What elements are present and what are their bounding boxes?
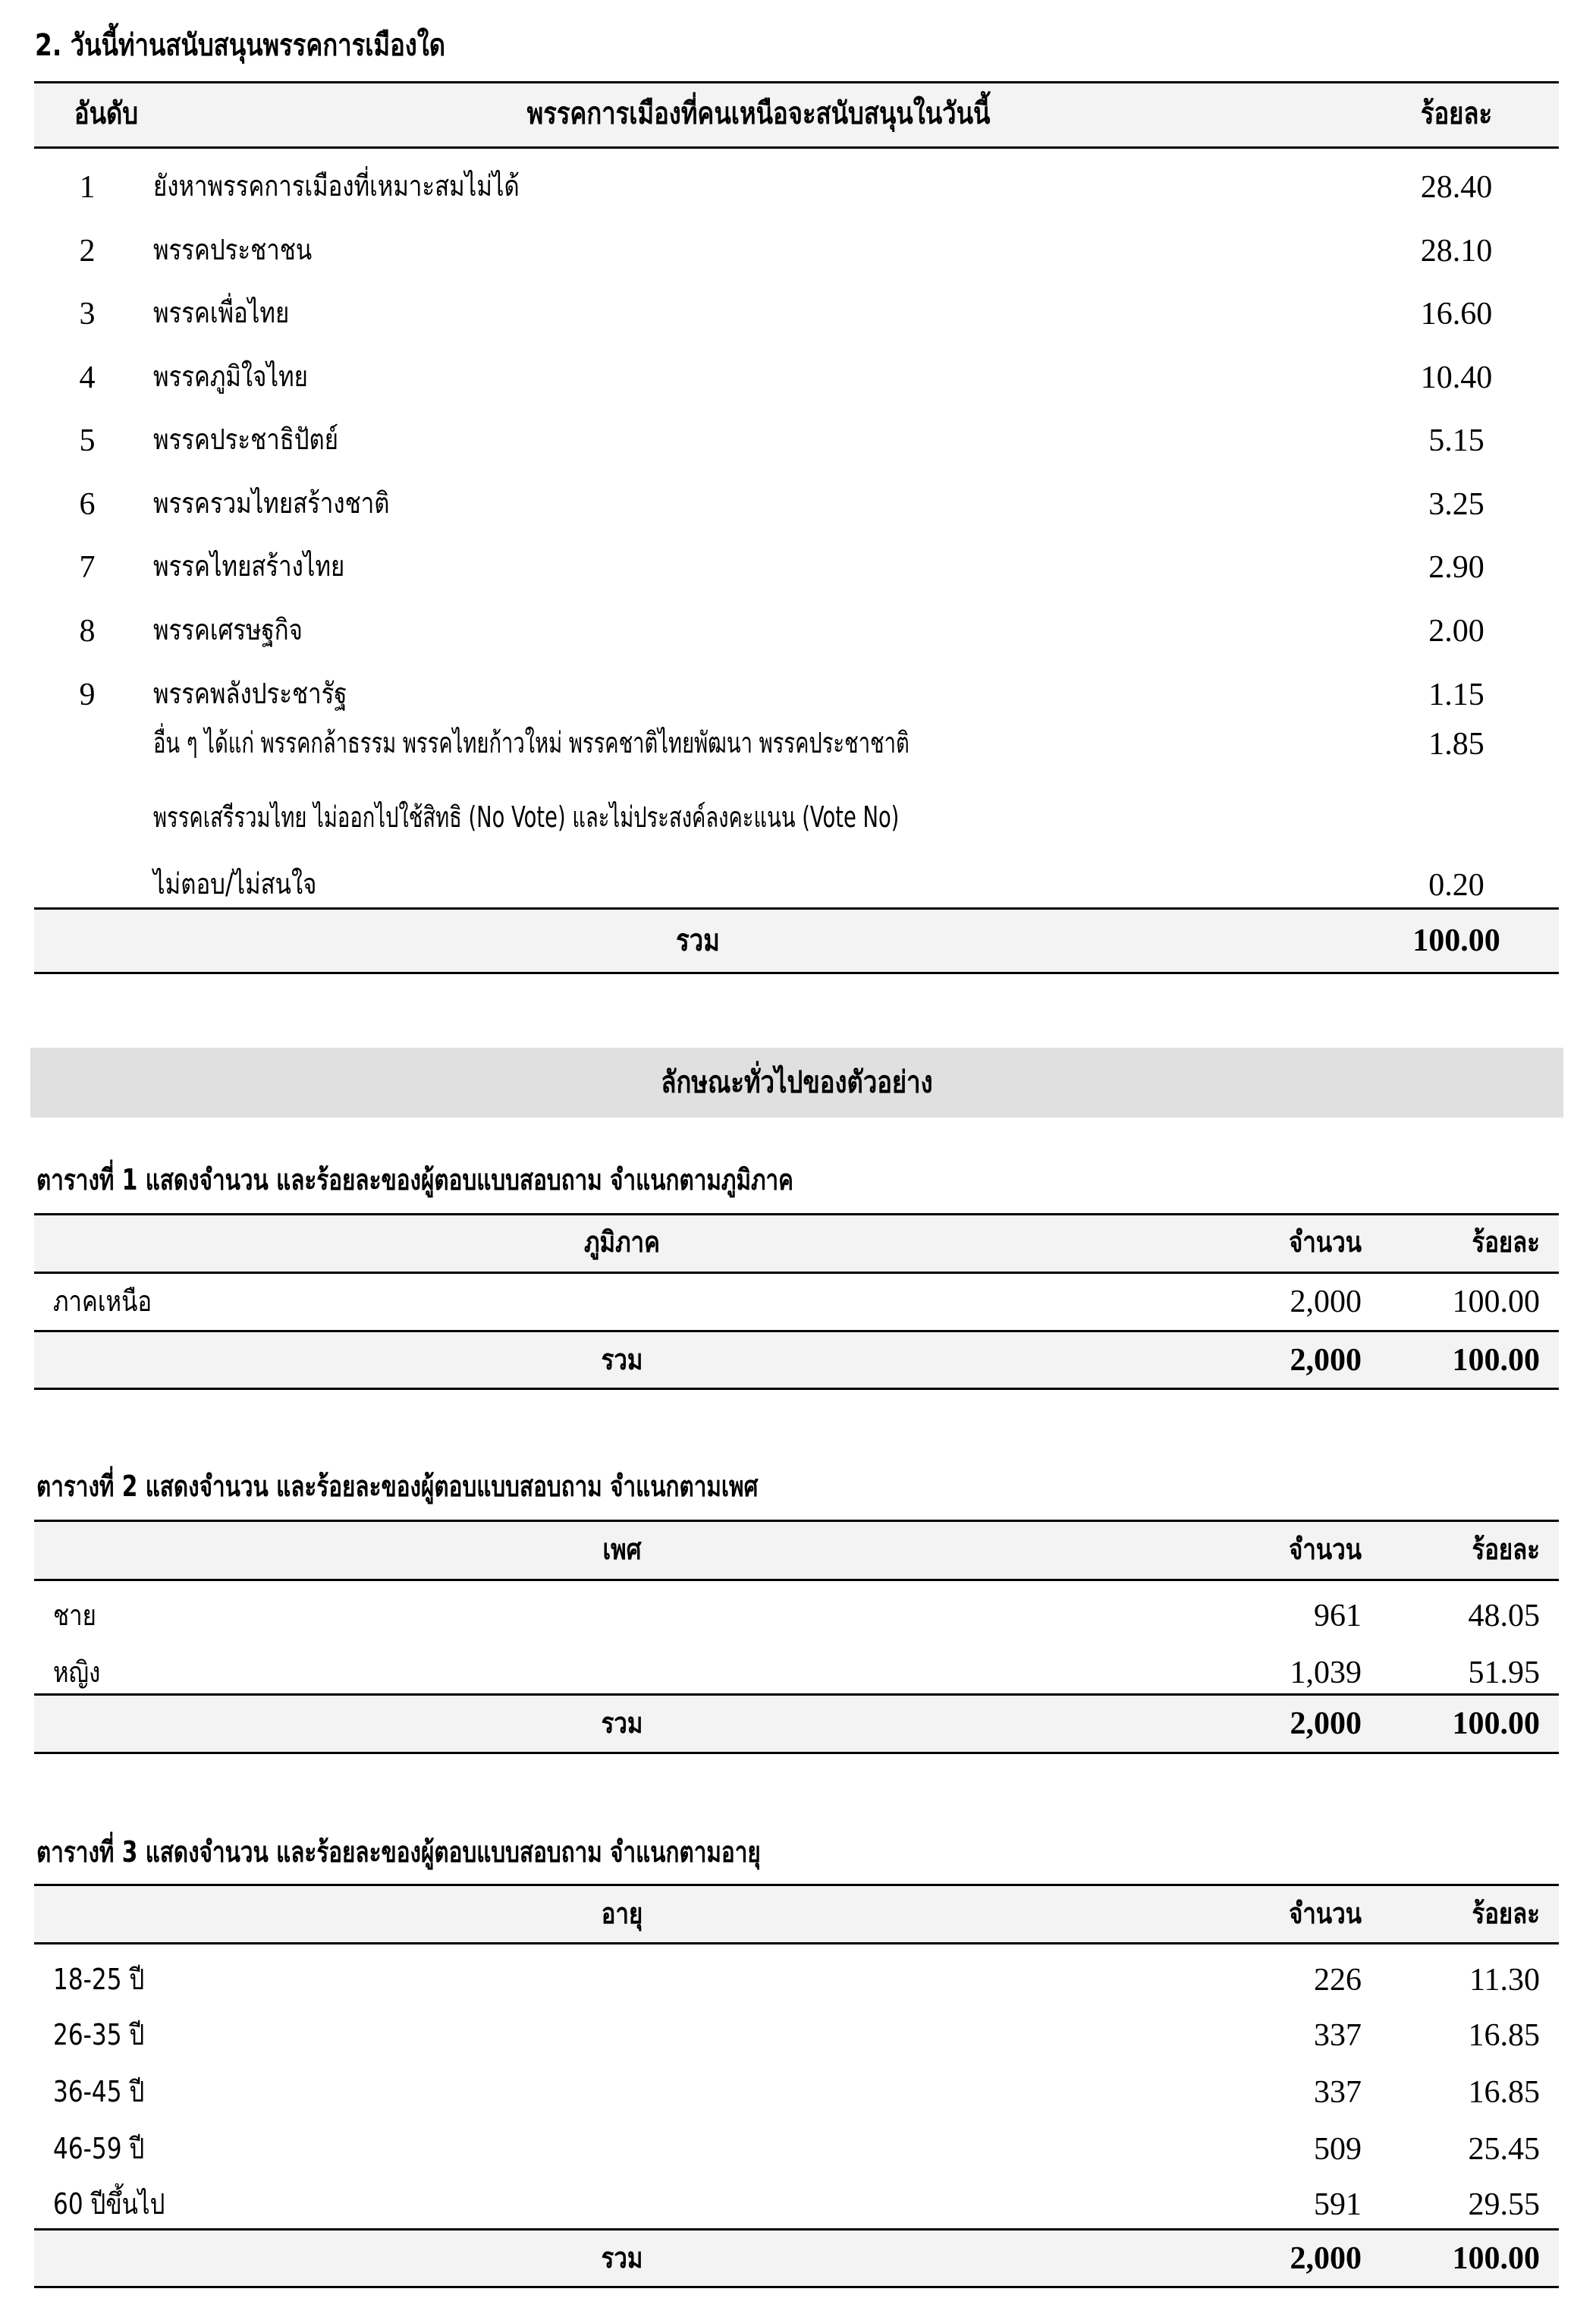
- row-label: 36-45 ปี: [53, 2075, 145, 2108]
- other-percent: 1.85: [1428, 727, 1484, 762]
- total-label: รวม: [601, 1343, 643, 1376]
- row-label: หญิง: [53, 1655, 101, 1689]
- row-percent: 5.15: [1428, 423, 1484, 458]
- row-rank: 5: [79, 423, 96, 458]
- table-bottom-rule: [34, 2286, 1559, 2288]
- row-rank: 9: [79, 677, 96, 712]
- row-rank: 6: [79, 487, 96, 522]
- header-count: จำนวน: [1289, 1897, 1362, 1930]
- row-rank: 1: [79, 170, 96, 205]
- row-label: ภาคเหนือ: [53, 1284, 152, 1318]
- row-count: 226: [1314, 1963, 1362, 1998]
- table-header-rule: [34, 1272, 1559, 1274]
- row-percent: 10.40: [1420, 360, 1493, 395]
- row-percent: 16.60: [1420, 297, 1493, 332]
- row-percent: 3.25: [1428, 487, 1484, 522]
- total-label: รวม: [601, 2241, 643, 2275]
- total-count: 2,000: [1290, 1706, 1362, 1741]
- row-party: พรรคเพื่อไทย: [153, 296, 290, 329]
- row-party: พรรคพลังประชารัฐ: [153, 677, 347, 710]
- row-rank: 8: [79, 614, 96, 649]
- row-rank: 2: [79, 234, 96, 269]
- row-party: พรรคประชาธิปัตย์: [153, 423, 339, 456]
- row-party: ยังหาพรรคการเมืองที่เหมาะสมไม่ได้: [153, 169, 520, 203]
- question-table-header-rule: [34, 146, 1559, 149]
- header-count: จำนวน: [1289, 1225, 1362, 1259]
- row-party: พรรคประชาชน: [153, 233, 313, 266]
- row-count: 337: [1314, 2075, 1362, 2110]
- row-count: 2,000: [1290, 1284, 1362, 1319]
- question-total-percent: 100.00: [1412, 923, 1500, 958]
- table-caption: ตารางที่ 2 แสดงจำนวน และร้อยละของผู้ตอบแบบสอบถาม จำแนกตามเพศ: [36, 1470, 759, 1503]
- row-rank: 3: [79, 297, 96, 332]
- row-percent: 29.55: [1468, 2187, 1540, 2222]
- question-title: 2. วันนี้ท่านสนับสนุนพรรคการเมืองใด: [35, 28, 446, 63]
- table-bottom-rule: [34, 1752, 1559, 1754]
- header-category: เพศ: [602, 1533, 642, 1566]
- row-label: 18-25 ปี: [53, 1963, 145, 1996]
- row-rank: 7: [79, 550, 96, 585]
- table-top-rule: [34, 1213, 1559, 1215]
- table-total-top-rule: [34, 1330, 1559, 1332]
- row-label: ชาย: [53, 1599, 96, 1632]
- header-percent: ร้อยละ: [1472, 1533, 1540, 1566]
- row-count: 337: [1314, 2018, 1362, 2053]
- header-category: อายุ: [601, 1897, 643, 1930]
- row-percent: 2.00: [1428, 614, 1484, 649]
- table-total-top-rule: [34, 2228, 1559, 2231]
- table-header-rule: [34, 1942, 1559, 1944]
- total-percent: 100.00: [1452, 2241, 1540, 2276]
- header-rank: อันดับ: [74, 96, 139, 131]
- table-caption: ตารางที่ 1 แสดงจำนวน และร้อยละของผู้ตอบแบบสอบถาม จำแนกตามภูมิภาค: [36, 1163, 793, 1196]
- question-total-bottom-rule: [34, 972, 1559, 974]
- header-percent: ร้อยละ: [1420, 96, 1493, 131]
- row-percent: 28.40: [1420, 170, 1493, 205]
- table-bottom-rule: [34, 1388, 1559, 1390]
- row-percent: 25.45: [1468, 2132, 1540, 2167]
- row-percent: 11.30: [1469, 1963, 1540, 1998]
- table-top-rule: [34, 1884, 1559, 1886]
- row-count: 509: [1314, 2132, 1362, 2167]
- table-top-rule: [34, 1520, 1559, 1522]
- other-line-2: พรรคเสรีรวมไทย ไม่ออกไปใช้สิทธิ (No Vote) และไม่ประสงค์ลงคะแนน (Vote No): [153, 800, 900, 834]
- table-total-top-rule: [34, 1693, 1559, 1696]
- other-line-1: อื่น ๆ ได้แก่ พรรคกล้าธรรม พรรคไทยก้าวใหม่ พรรคชาติไทยพัฒนา พรรคประชาชาติ: [153, 726, 910, 759]
- row-party: พรรครวมไทยสร้างชาติ: [153, 486, 390, 520]
- row-percent: 2.90: [1428, 550, 1484, 585]
- no-answer-label: ไม่ตอบ/ไม่สนใจ: [153, 867, 317, 901]
- row-label: 60 ปีขึ้นไป: [53, 2187, 165, 2221]
- question-table-top-rule: [34, 81, 1559, 83]
- question-total-label: รวม: [676, 923, 720, 958]
- header-count: จำนวน: [1289, 1533, 1362, 1566]
- row-percent: 1.15: [1428, 677, 1484, 712]
- row-party: พรรคเศรษฐกิจ: [153, 613, 303, 646]
- total-count: 2,000: [1290, 1343, 1362, 1378]
- total-percent: 100.00: [1452, 1706, 1540, 1741]
- row-label: 26-35 ปี: [53, 2018, 145, 2051]
- row-rank: 4: [79, 360, 96, 395]
- table-header-rule: [34, 1579, 1559, 1581]
- table-caption: ตารางที่ 3 แสดงจำนวน และร้อยละของผู้ตอบแบบสอบถาม จำแนกตามอายุ: [36, 1835, 761, 1869]
- row-percent: 16.85: [1468, 2018, 1540, 2053]
- header-party: พรรคการเมืองที่คนเหนือจะสนับสนุนในวันนี้: [526, 96, 991, 131]
- question-total-top-rule: [34, 907, 1559, 910]
- section-title: ลักษณะทั่วไปของตัวอย่าง: [661, 1065, 933, 1100]
- row-count: 961: [1314, 1599, 1362, 1633]
- header-percent: ร้อยละ: [1472, 1225, 1540, 1259]
- no-answer-percent: 0.20: [1428, 868, 1484, 903]
- row-count: 1,039: [1290, 1655, 1362, 1690]
- header-percent: ร้อยละ: [1472, 1897, 1540, 1930]
- row-party: พรรคไทยสร้างไทย: [153, 549, 345, 583]
- header-category: ภูมิภาค: [584, 1225, 660, 1259]
- row-percent: 48.05: [1468, 1599, 1540, 1633]
- row-percent: 100.00: [1452, 1284, 1540, 1319]
- row-label: 46-59 ปี: [53, 2132, 145, 2165]
- row-percent: 51.95: [1468, 1655, 1540, 1690]
- total-label: รวม: [601, 1706, 643, 1740]
- row-count: 591: [1314, 2187, 1362, 2222]
- row-percent: 16.85: [1468, 2075, 1540, 2110]
- row-percent: 28.10: [1420, 234, 1493, 269]
- row-party: พรรคภูมิใจไทย: [153, 360, 308, 393]
- total-count: 2,000: [1290, 2241, 1362, 2276]
- total-percent: 100.00: [1452, 1343, 1540, 1378]
